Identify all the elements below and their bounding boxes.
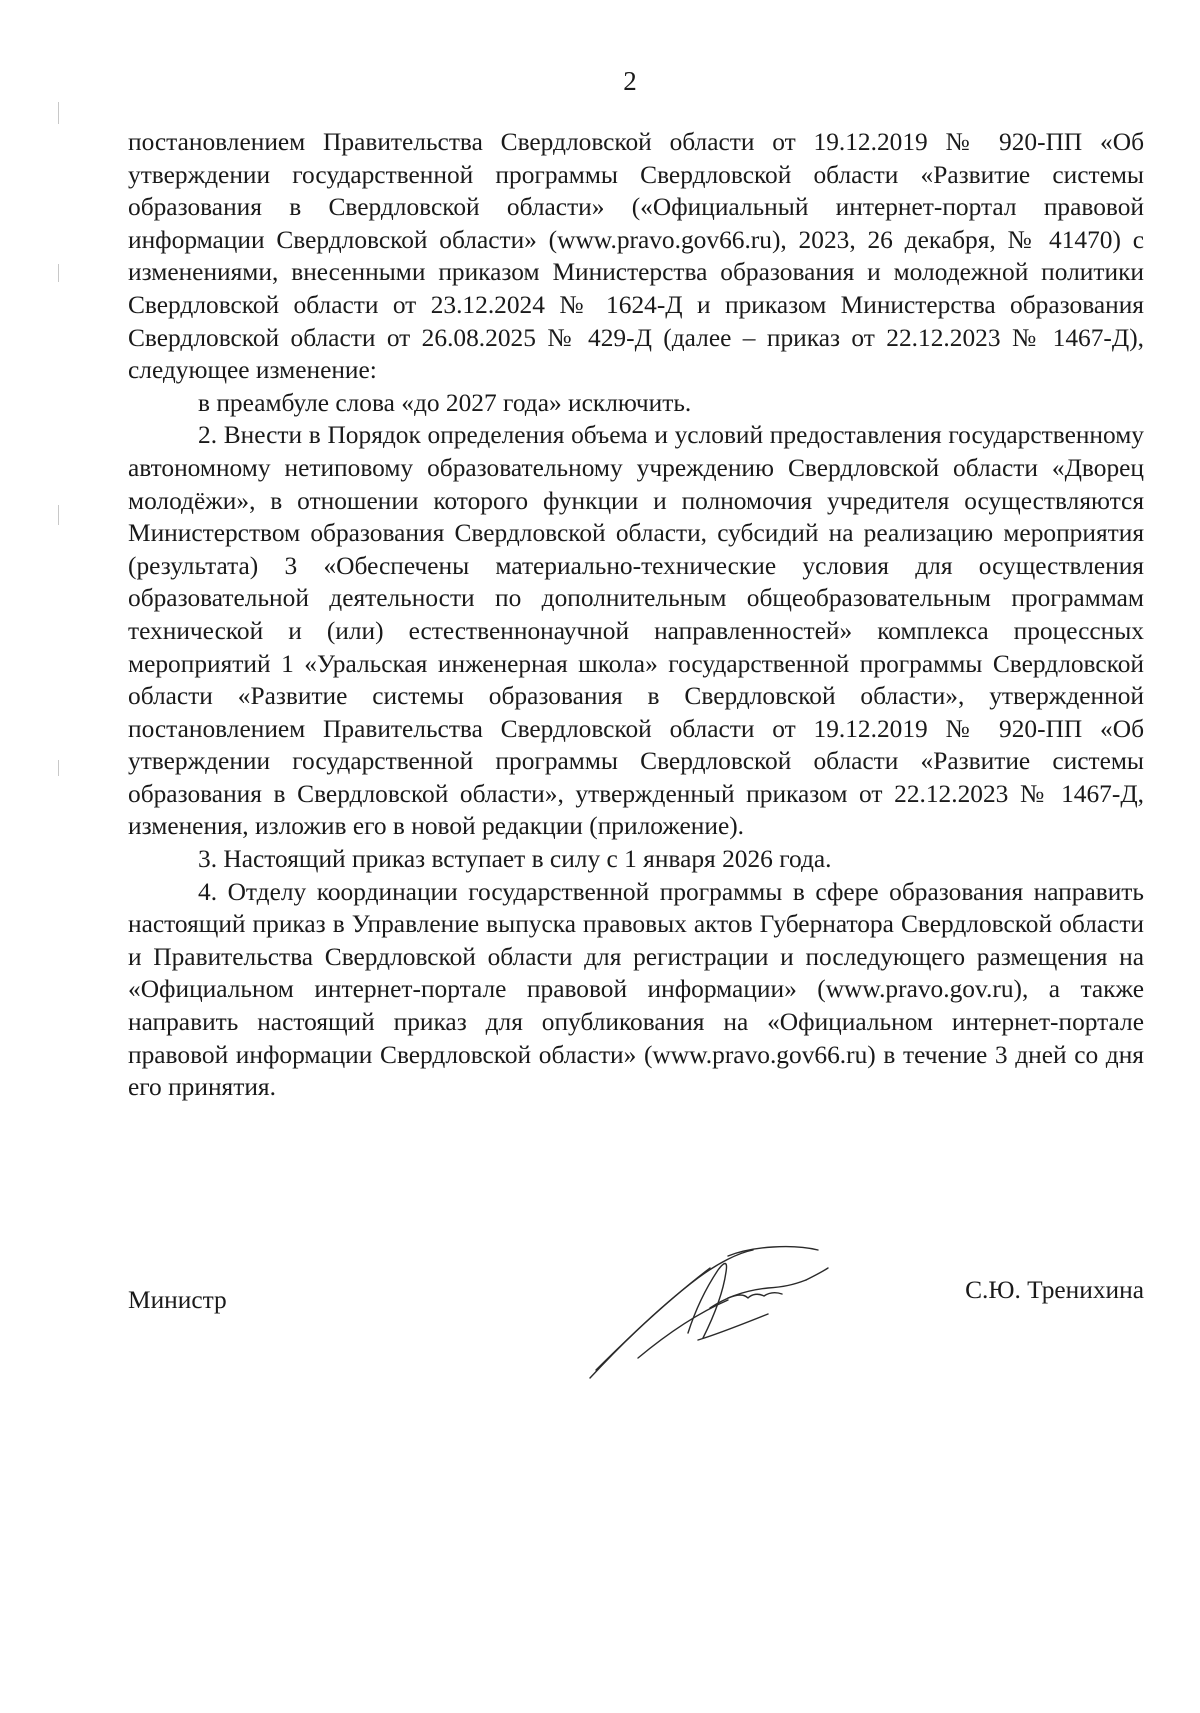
handwritten-signature xyxy=(578,1238,838,1388)
paragraph-item-4: 4. Отделу координации государственной программы в сфере образования направить настоящий приказ в Управление выпуска правовых актов Губернатора Свердловской области и Правительства Свердловской области для регистрации и последующего размещения на «Официальном интернет-портале правовой информации» (www.pravo.gov.ru), а также направить настоящий приказ для опубликования на «Официальном интернет-портале правовой информации Свердловской области» (www.pravo.gov66.ru) в течение 3 дней со дня его принятия. xyxy=(128,877,1144,1102)
scan-margin-mark xyxy=(58,264,59,282)
page-number: 2 xyxy=(623,66,637,96)
paragraph-item-2: 2. Внести в Порядок определения объема и условий предоставления государственному автономному нетиповому образовательному учреждению Свердловской области «Дворец молодёжи», в отношении которого функции и полномочия учредителя осуществляются Министерством образования Свердловской области, субсидий на реализацию мероприятия (результата) 3 «Обеспечены материально-технические условия для осуществления образовательной деятельности по дополнительным общеобразовательным программам технической и (или) естественнонаучной направленностей» комплекса процессных мероприятий 1 «Уральская инженерная школа» государственной программы Свердловской области «Развитие системы образования в Свердловской области», утвержденной постановлением Правительства Свердловской области от 19.12.2019 № 920-ПП «Об утверждении государственной программы Свердловской области «Развитие системы образования в Свердловской области», утвержденный приказом от 22.12.2023 № 1467-Д, изменения, изложив его в новой редакции (приложение). xyxy=(128,421,1144,841)
scan-margin-mark xyxy=(58,505,59,525)
paragraph-preamble-change: в преамбуле слова «до 2027 года» исключить. xyxy=(198,388,692,417)
scan-margin-mark xyxy=(58,102,59,124)
signatory-name: С.Ю. Тренихина xyxy=(965,1276,1144,1304)
scan-margin-mark xyxy=(58,760,59,776)
document-body xyxy=(128,126,1144,1104)
paragraph-continuation: постановлением Правительства Свердловской области от 19.12.2019 № 920-ПП «Об утверждении государственной программы Свердловской области «Развитие системы образования в Свердловской области» («Официальный интернет-портал правовой информации Свердловской области» (www.pravo.gov66.ru), 2023, 26 декабря, № 41470) с изменениями, внесенными приказом Министерства образования и молодежной политики Свердловской области от 23.12.2024 № 1624-Д и приказом Министерства образования Свердловской области от 26.08.2025 № 429-Д (далее – приказ от 22.12.2023 № 1467-Д), следующее изменение: xyxy=(128,128,1144,385)
signatory-title: Министр xyxy=(128,1286,227,1314)
paragraph-item-3: 3. Настоящий приказ вступает в силу с 1 января 2026 года. xyxy=(198,845,832,874)
signature-block xyxy=(128,1268,1144,1388)
